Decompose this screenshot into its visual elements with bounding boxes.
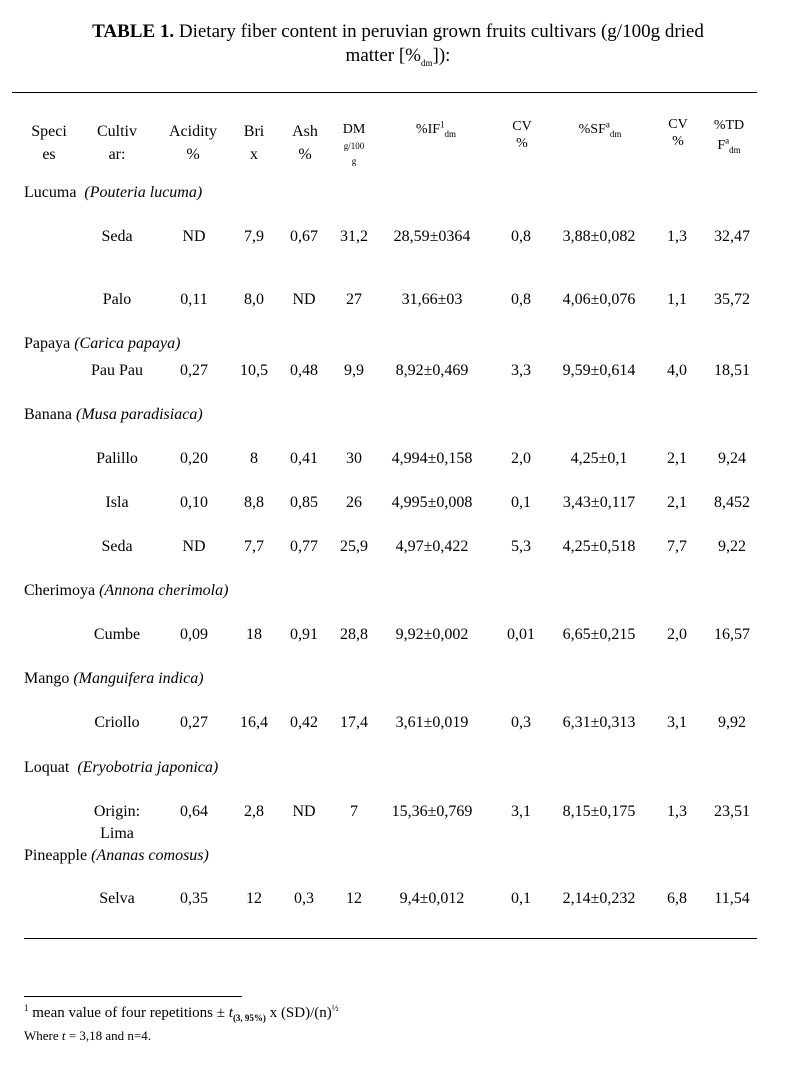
- cell-sf: 6,65±0,215: [562, 626, 636, 643]
- cell-brix: 2,8: [244, 803, 264, 820]
- species-label-pineapple: Pineapple (Ananas comosus): [24, 847, 209, 864]
- cell-dm: 28,8: [340, 626, 368, 643]
- cell-acidity: ND: [182, 538, 206, 555]
- title-line-1: TABLE 1. Dietary fiber content in peruvian grown fruits cultivars (g/100g dried: [92, 21, 704, 42]
- cell-dm: 25,9: [340, 538, 368, 555]
- cell-dm: 26: [346, 494, 362, 511]
- cell-ash: ND: [292, 291, 316, 308]
- cell-cv1: 0,1: [511, 890, 531, 907]
- top-rule: [12, 92, 757, 93]
- cell-tdf: 11,54: [714, 890, 750, 907]
- cell-brix: 7,7: [244, 538, 264, 555]
- header-tdf: %TD $F^a_{dm}$: [713, 118, 745, 155]
- cell-cv1: 5,3: [511, 538, 531, 555]
- cell-cv1: 0,3: [511, 714, 531, 731]
- cell-ash: 0,48: [290, 362, 318, 379]
- cell-cultivar: Criollo: [94, 714, 140, 731]
- header-ash: Ash %: [292, 123, 318, 163]
- cell-if: 15,36±0,769: [391, 803, 473, 820]
- species-label-lucuma: Lucuma (Pouteria lucuma): [24, 184, 203, 201]
- cell-ash: 0,42: [290, 714, 318, 731]
- footnote-line-2: Where t = 3,18 and n=4.: [24, 1028, 151, 1043]
- cell-dm: 12: [346, 890, 362, 907]
- header-sf: $\%SF^a_{dm}$: [578, 119, 622, 139]
- cell-tdf: 9,22: [718, 538, 746, 555]
- cell-cv1: 0,8: [511, 291, 531, 308]
- cell-sf: 4,06±0,076: [562, 291, 636, 308]
- cell-dm: 7: [350, 803, 358, 820]
- footnote-rule: [24, 996, 242, 997]
- title-line-2: matter $[\%_{dm}]$):: [345, 45, 451, 68]
- cell-sf: 9,59±0,614: [562, 362, 636, 379]
- cell-sf: 4,25±0,518: [562, 538, 636, 555]
- cell-cv2: 3,1: [667, 714, 687, 731]
- cell-brix: 8,0: [244, 291, 264, 308]
- species-label-loquat: Loquat (Eryobotria japonica): [24, 759, 219, 776]
- cell-ash: 0,3: [294, 890, 314, 907]
- cell-acidity: 0,27: [180, 714, 208, 731]
- species-label-banana: Banana (Musa paradisiaca): [24, 406, 203, 423]
- cell-cultivar: Origin:: [93, 803, 141, 820]
- cell-cv2: 2,0: [667, 626, 687, 643]
- cell-if: 4,995±0,008: [391, 494, 473, 511]
- table-title: [0, 20, 796, 68]
- cell-cv1: 0,1: [511, 494, 531, 511]
- cell-if: 4,994±0,158: [391, 450, 473, 467]
- header-species: Speci es: [31, 123, 67, 163]
- header-cultivar: Cultiv ar:: [96, 123, 137, 163]
- cell-cv2: 2,1: [667, 494, 687, 511]
- cell-if: 4,97±0,422: [395, 538, 469, 555]
- cell-if: 9,4±0,012: [399, 890, 465, 907]
- cell-if: 28,59±0364: [393, 228, 471, 245]
- cell-acidity: 0,27: [180, 362, 208, 379]
- cell-sf: 3,88±0,082: [562, 228, 636, 245]
- cell-tdf: 35,72: [714, 291, 750, 308]
- cell-acidity: 0,64: [180, 803, 208, 820]
- cell-dm: 17,4: [340, 714, 368, 731]
- cell-cultivar: Pau Pau: [91, 362, 143, 379]
- cell-tdf: 8,452: [714, 494, 750, 511]
- cell-tdf: 18,51: [714, 362, 750, 379]
- header-cv-1: CV %: [512, 119, 532, 151]
- cell-ash: 0,41: [290, 450, 318, 467]
- cell-sf: 3,43±0,117: [562, 494, 636, 511]
- cell-cultivar: Seda: [101, 228, 133, 245]
- cell-sf: 8,15±0,175: [562, 803, 636, 820]
- cell-cv2: 1,3: [667, 803, 687, 820]
- cell-cv2: 6,8: [667, 890, 687, 907]
- cell-brix: 12: [246, 890, 262, 907]
- cell-tdf: 16,57: [714, 626, 750, 643]
- cell-cv1: 2,0: [511, 450, 531, 467]
- cell-sf: 2,14±0,232: [562, 890, 636, 907]
- cell-brix: 7,9: [244, 228, 264, 245]
- cell-cv2: 4,0: [667, 362, 687, 379]
- bottom-rule: [24, 938, 757, 939]
- cell-cv1: 0,01: [507, 626, 535, 643]
- cell-cv2: 1,3: [667, 228, 687, 245]
- species-label-papaya: Papaya (Carica papaya): [24, 335, 181, 352]
- species-label-cherimoya: Cherimoya (Annona cherimola): [24, 582, 229, 599]
- cell-acidity: 0,35: [180, 890, 208, 907]
- cell-cv2: 2,1: [667, 450, 687, 467]
- cell-cultivar: Palo: [102, 291, 132, 308]
- cell-cv2: 7,7: [667, 538, 687, 555]
- cell-dm: 30: [346, 450, 362, 467]
- header-dm: DM g/100 g: [342, 122, 366, 166]
- cell-cv1: 0,8: [511, 228, 531, 245]
- header-brix: Bri x: [243, 123, 265, 163]
- cell-dm: 9,9: [344, 362, 364, 379]
- cell-ash: 0,91: [290, 626, 318, 643]
- cell-acidity: 0,11: [180, 291, 208, 308]
- cell-sf: 6,31±0,313: [562, 714, 636, 731]
- cell-if: 9,92±0,002: [395, 626, 469, 643]
- cell-cv2: 1,1: [667, 291, 687, 308]
- cell-ash: 0,85: [290, 494, 318, 511]
- cell-cultivar-line2: Lima: [100, 825, 134, 842]
- header-cv-2: CV %: [668, 117, 688, 149]
- header-acidity: Acidity %: [169, 123, 217, 163]
- cell-cultivar: Cumbe: [93, 626, 141, 643]
- cell-cultivar: Seda: [101, 538, 133, 555]
- cell-acidity: 0,10: [180, 494, 208, 511]
- cell-sf: 4,25±0,1: [570, 450, 628, 467]
- species-label-mango: Mango (Manguifera indica): [24, 670, 204, 687]
- cell-dm: 27: [346, 291, 362, 308]
- cell-ash: ND: [292, 803, 316, 820]
- cell-ash: 0,67: [290, 228, 318, 245]
- cell-if: 3,61±0,019: [395, 714, 469, 731]
- cell-tdf: 9,24: [718, 450, 746, 467]
- cell-cultivar: Selva: [99, 890, 135, 907]
- cell-dm: 31,2: [340, 228, 368, 245]
- cell-brix: 8: [250, 450, 258, 467]
- cell-brix: 16,4: [240, 714, 268, 731]
- cell-acidity: ND: [182, 228, 206, 245]
- cell-acidity: 0,09: [180, 626, 208, 643]
- cell-if: 8,92±0,469: [395, 362, 469, 379]
- cell-ash: 0,77: [290, 538, 318, 555]
- cell-tdf: 23,51: [714, 803, 750, 820]
- cell-if: 31,66±03: [401, 291, 463, 308]
- footnote-line-1: $^1$ mean value of four repetitions ± $t_{(3, 95\%)}$ x $(SD)/(n)^{\frac{1}{2}}$: [24, 1003, 339, 1023]
- cell-brix: 18: [246, 626, 262, 643]
- header-if: $\%IF^1_{dm}$: [415, 119, 457, 139]
- cell-cultivar: Isla: [105, 494, 129, 511]
- cell-tdf: 9,92: [718, 714, 746, 731]
- cell-cultivar: Palillo: [96, 450, 138, 467]
- cell-brix: 10,5: [240, 362, 268, 379]
- cell-tdf: 32,47: [714, 228, 750, 245]
- cell-cv1: 3,1: [511, 803, 531, 820]
- cell-cv1: 3,3: [511, 362, 531, 379]
- cell-brix: 8,8: [244, 494, 264, 511]
- cell-acidity: 0,20: [180, 450, 208, 467]
